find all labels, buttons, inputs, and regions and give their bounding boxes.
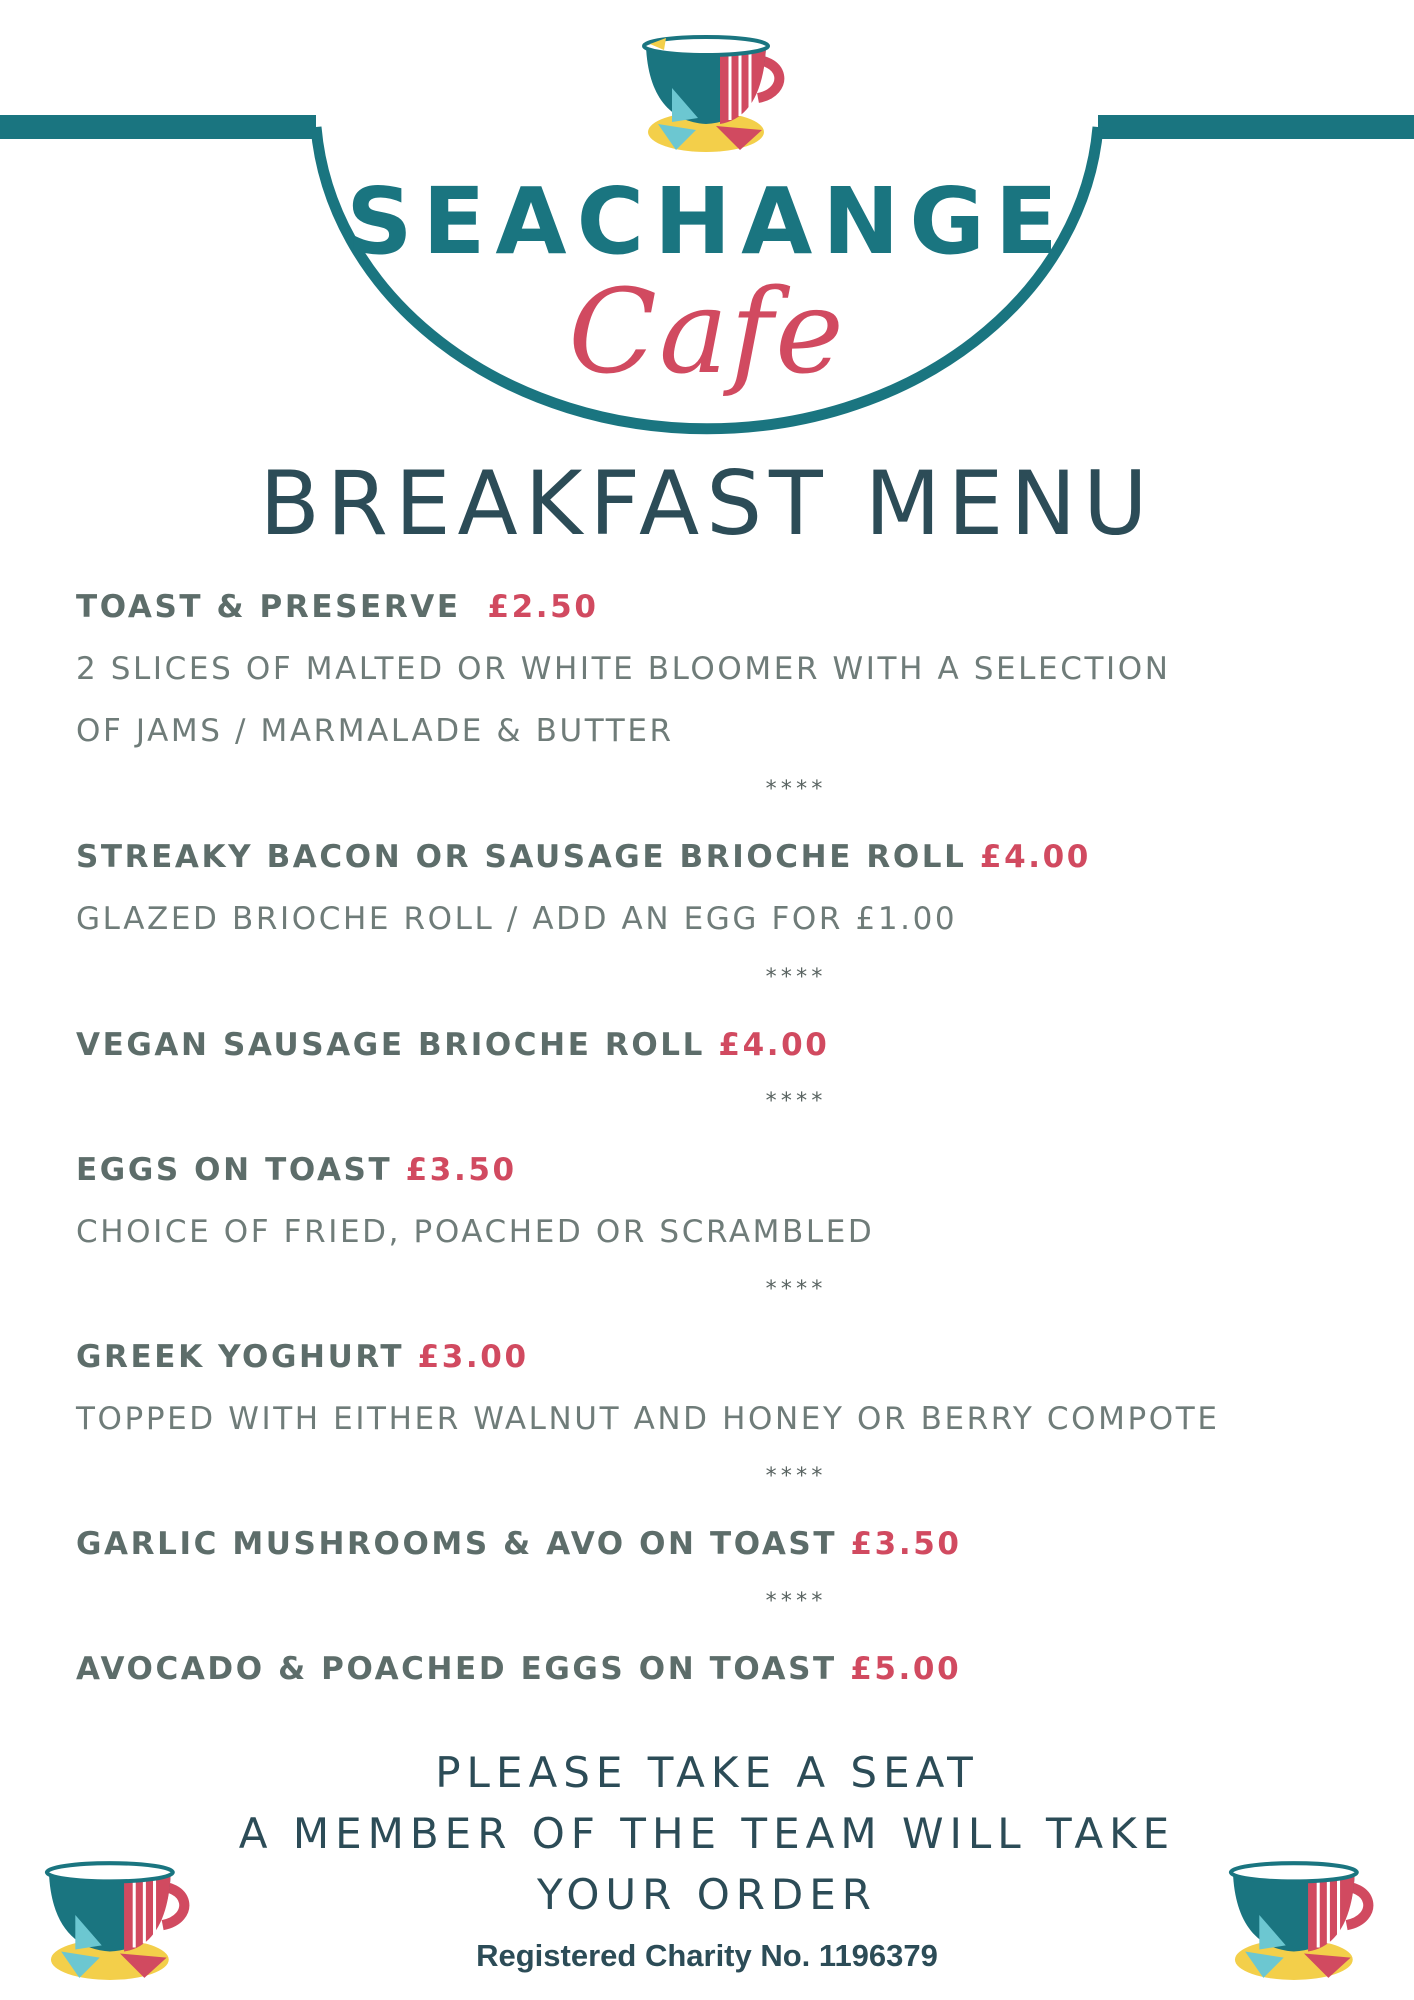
- menu-item-name: [76, 1339, 529, 1375]
- item-description: GLAZED BRIOCHE ROLL / ADD AN EGG FOR £1.00: [76, 901, 958, 937]
- menu-item-name: [76, 1027, 829, 1063]
- item-price: £3.00: [417, 1339, 529, 1375]
- footer-line: A MEMBER OF THE TEAM WILL TAKE: [238, 1809, 1176, 1858]
- item-name-text: EGGS ON TOAST: [76, 1152, 393, 1188]
- item-name-text: GREEK YOGHURT: [76, 1339, 405, 1375]
- footer-line: YOUR ORDER: [537, 1870, 877, 1919]
- menu-item-name: [76, 1152, 517, 1188]
- item-price: £4.00: [979, 839, 1091, 875]
- coffee-cup-icon: [1222, 1852, 1386, 1984]
- item-price: £4.00: [718, 1027, 830, 1063]
- footer-line: PLEASE TAKE A SEAT: [435, 1748, 979, 1797]
- coffee-cup-icon: [636, 26, 796, 156]
- item-price: £3.50: [405, 1152, 517, 1188]
- separator: ****: [764, 1277, 826, 1302]
- menu-item-name: [76, 1526, 962, 1562]
- item-price: £3.50: [850, 1526, 962, 1562]
- menu-item-name: [76, 1651, 961, 1687]
- menu-item-name: [76, 589, 599, 625]
- charity-number: Registered Charity No. 1196379: [476, 1938, 938, 1973]
- separator: ****: [764, 1089, 826, 1114]
- item-price: £5.00: [850, 1651, 962, 1687]
- separator: ****: [764, 777, 826, 802]
- brand-name: SEACHANGE: [346, 168, 1068, 275]
- coffee-cup-icon: [38, 1852, 202, 1984]
- item-name-text: GARLIC MUSHROOMS & AVO ON TOAST: [76, 1526, 838, 1562]
- menu-item-name: [76, 839, 1091, 875]
- separator: ****: [764, 1464, 826, 1489]
- item-name-text: VEGAN SAUSAGE BRIOCHE ROLL: [76, 1027, 705, 1063]
- brand-script: Cafe: [568, 265, 846, 400]
- footer-message: [0, 1742, 1414, 1925]
- item-description: 2 SLICES OF MALTED OR WHITE BLOOMER WITH A SELECTION: [76, 651, 1171, 687]
- item-description: TOPPED WITH EITHER WALNUT AND HONEY OR BERRY COMPOTE: [76, 1401, 1220, 1437]
- item-description: OF JAMS / MARMALADE & BUTTER: [76, 713, 674, 749]
- item-price: £2.50: [487, 589, 599, 625]
- item-name-text: STREAKY BACON OR SAUSAGE BRIOCHE ROLL: [76, 839, 967, 875]
- separator: ****: [764, 1589, 826, 1614]
- item-description: CHOICE OF FRIED, POACHED OR SCRAMBLED: [76, 1214, 875, 1250]
- separator: ****: [764, 965, 826, 990]
- menu-title: BREAKFAST MENU: [259, 452, 1155, 555]
- item-name-text: AVOCADO & POACHED EGGS ON TOAST: [76, 1651, 837, 1687]
- item-name-text: TOAST & PRESERVE: [76, 589, 475, 625]
